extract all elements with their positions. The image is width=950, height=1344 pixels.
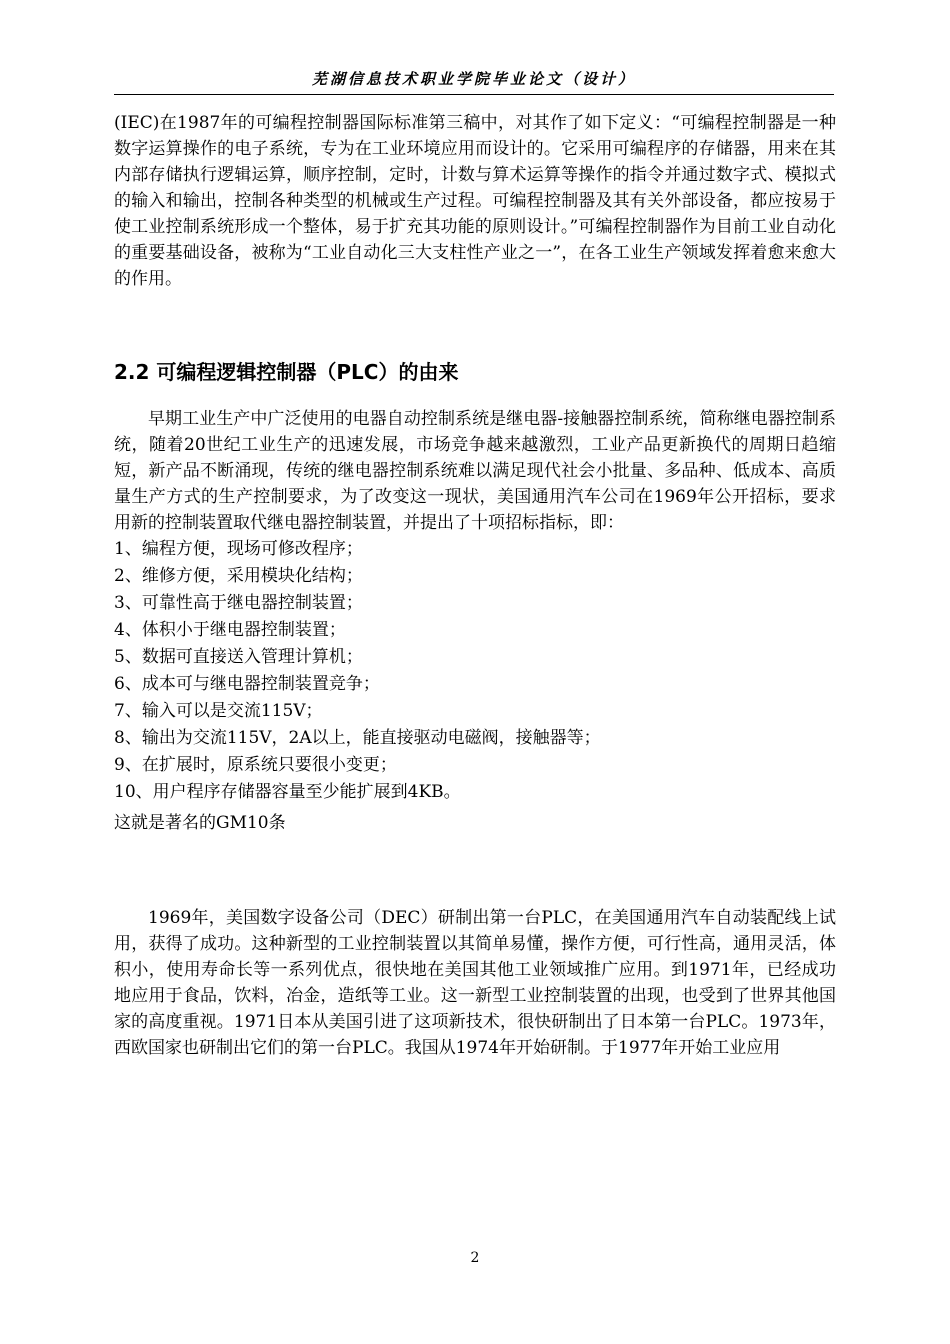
requirements-list	[114, 536, 836, 806]
list-item: 6、成本可与继电器控制装置竞争；	[114, 674, 380, 694]
origin-paragraph: 早期工业生产中广泛使用的电器自动控制系统是继电器-接触器控制系统，简称继电器控制系统，随着20世纪工业生产的迅速发展，市场竞争越来越激烈，工业产品更新换代的周期日趋缩短，新产品不断涌现，传统的继电器控制系统难以满足现代社会小批量、多品种、低成本、高质量生产方式的生产控制要求，为了改变这一现状，美国通用汽车公司在1969年公开招标，要求用新的控制装置取代继电器控制装置，并提出了十项招标指标，即：	[114, 409, 836, 533]
list-item: 2、维修方便，采用模块化结构；	[114, 566, 363, 586]
intro-paragraph: (IEC)在1987年的可编程控制器国际标准第三稿中，对其作了如下定义：“可编程控制器是一种数字运算操作的电子系统，专为在工业环境应用而设计的。它采用可编程序的存储器，用来在其内部存储执行逻辑运算，顺序控制，定时，计数与算术运算等操作的指令并通过数字式、模拟式的输入和输出，控制各种类型的机械或生产过程。可编程控制器及其有关外部设备，都应按易于使工业控制系统形成一个整体，易于扩充其功能的原则设计。”可编程控制器作为目前工业自动化的重要基础设备，被称为“工业自动化三大支柱性产业之一”，在各工业生产领域发挥着愈来愈大的作用。	[114, 113, 836, 289]
list-item: 3、可靠性高于继电器控制装置；	[114, 593, 363, 613]
page-number: 2	[470, 1250, 480, 1266]
list-item: 4、体积小于继电器控制装置；	[114, 620, 346, 640]
header-title: 芜湖信息技术职业学院毕业论文（设计）	[311, 70, 636, 88]
section-heading: 2.2 可编程逻辑控制器（PLC）的由来	[114, 360, 459, 384]
gm10-note: 这就是著名的GM10条	[114, 813, 286, 833]
page-header	[114, 64, 834, 95]
list-item: 10、用户程序存储器容量至少能扩展到4KB。	[114, 782, 461, 802]
document-body	[114, 110, 836, 1061]
list-item: 8、输出为交流115V，2A以上，能直接驱动电磁阀，接触器等；	[114, 728, 601, 748]
list-item: 7、输入可以是交流115V；	[114, 701, 323, 721]
list-item: 1、编程方便，现场可修改程序；	[114, 539, 363, 559]
history-paragraph: 1969年，美国数字设备公司（DEC）研制出第一台PLC，在美国通用汽车自动装配线上试用，获得了成功。这种新型的工业控制装置以其简单易懂，操作方便，可行性高，通用灵活，体积小，使用寿命长等一系列优点，很快地在美国其他工业领域推广应用。到1971年，已经成功地应用于食品，饮料，冶金，造纸等工业。这一新型工业控制装置的出现，也受到了世界其他国家的高度重视。1971日本从美国引进了这项新技术，很快研制出了日本第一台PLC。1973年，西欧国家也研制出它们的第一台PLC。我国从1974年开始研制。于1977年开始工业应用	[114, 908, 836, 1058]
list-item: 9、在扩展时，原系统只要很小变更；	[114, 755, 397, 775]
list-item: 5、数据可直接送入管理计算机；	[114, 647, 363, 667]
